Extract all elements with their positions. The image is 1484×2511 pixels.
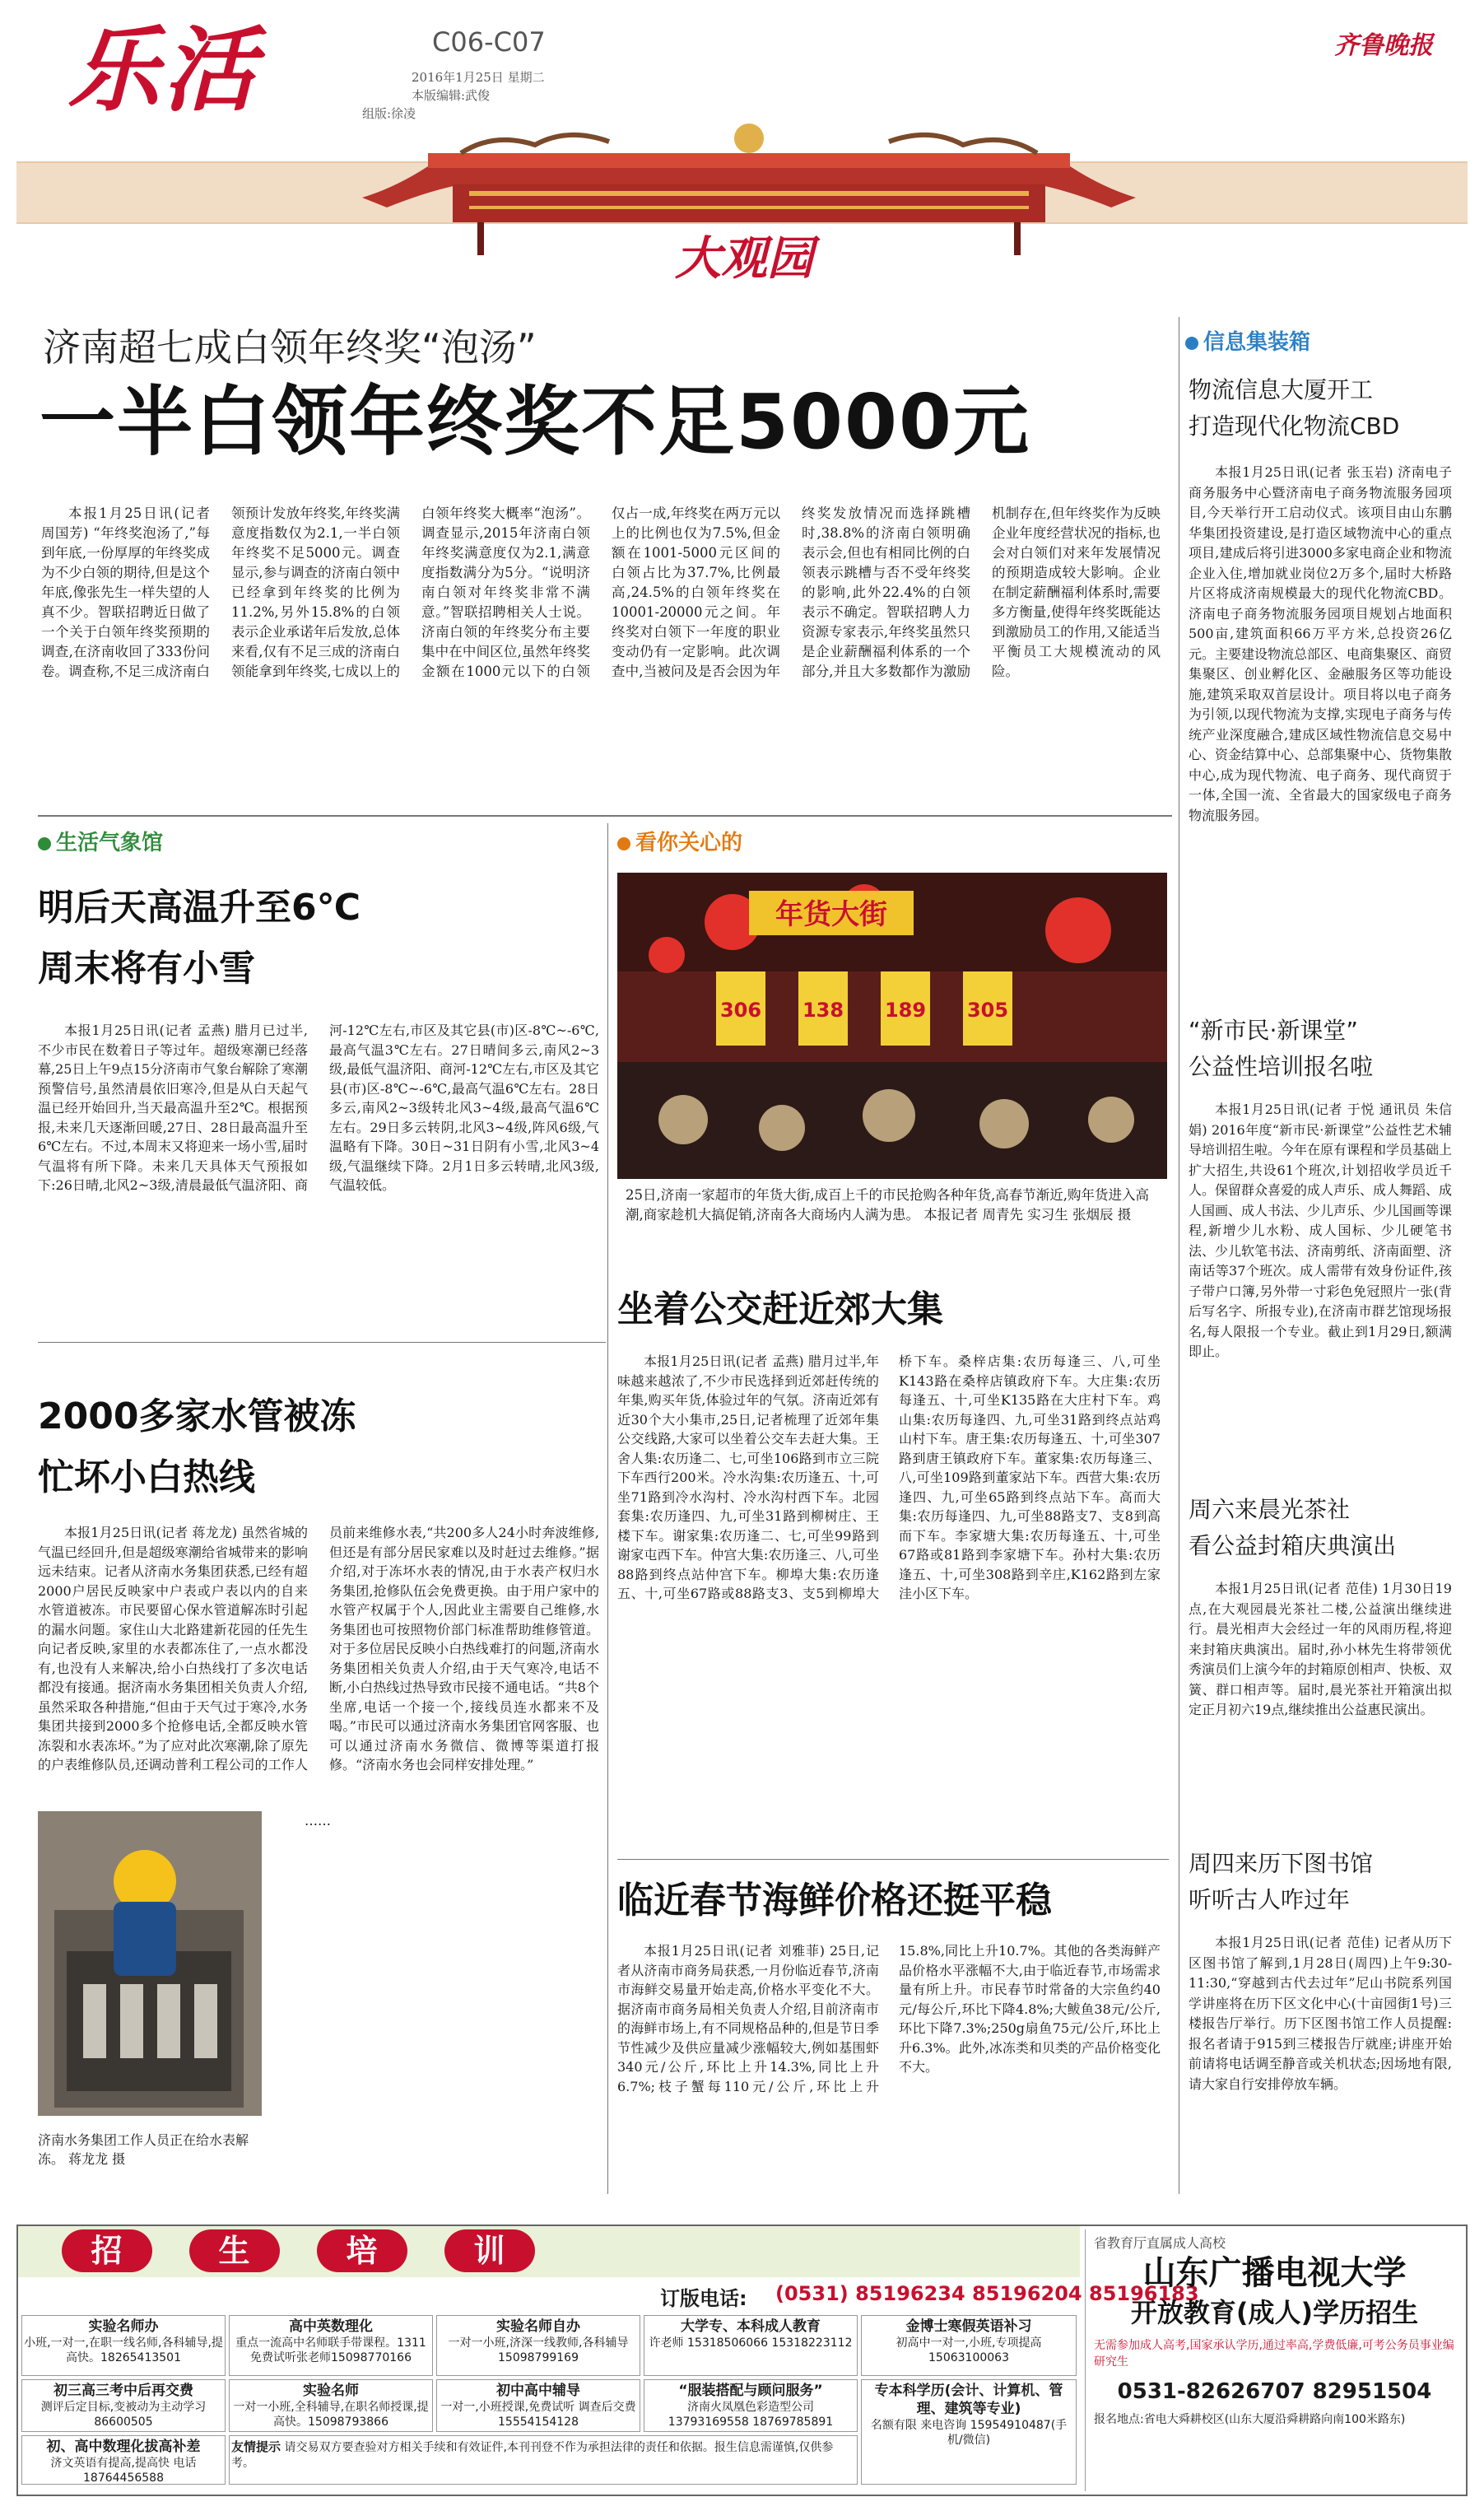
masthead-logo [67, 18, 347, 123]
designer-credit: 组版:徐凌 [362, 106, 416, 121]
market-photo-caption: 25日,济南一家超市的年货大街,成百上千的市民抢购各种年货,高春节渐近,购年货进入高潮,商家趁机大搞促销,济南各大商场内人满为患。 本报记者 周青先 实习生 张烟辰 摄 [626, 1187, 1149, 1223]
weather-section-header: 生活气象馆 [38, 826, 163, 856]
info-item-title: “新市民·新课堂” [1189, 1017, 1358, 1044]
ad-cell: “服装搭配与顾问服务” 济南火凤凰色彩造型公司 13793169558 18769785891 [644, 2379, 858, 2432]
info-item-body: 本报1月25日讯(记者 范佳) 记者从历下区图书馆了解到,1月28日(周四)上午9:30-11:30,“穿越到古代去过年”尼山书院系列国学讲座将在历下区文化中心(十亩园街1号)三楼报告厅举行。历下区图书馆工作人员提醒:报名者请于915到三楼报告厅就座;讲座开始前请将电话调至静音或关机状态;因场地有限,请大家自行安排停放车辆。 [1189, 1935, 1452, 2092]
water-headline-1: 2000多家水管被冻 [38, 1395, 356, 1437]
weather-body: 本报1月25日讯(记者 孟燕) 腊月已过半,不少市民在数着日子等过年。超级寒潮已经落幕,25日上午9点15分济南市气象台解除了寒潮预警信号,虽然清晨依旧寒冷,但是从白天起气温已经开始回升,当天最高温升至2℃。根据预报,未来几天逐渐回暖,27日、28日最高温升至6℃左右。不过,本周末又将迎来一场小雪,届时气温将有所下降。未来几天具体天气预报如下:26日晴,北风2~3级,清晨最低气温济阳、商河-12℃左右,市区及其它县(市)区-8℃~-6℃,最高气温3℃左右。27日晴间多云,南风2~3级,最低气温济阳、商河-12℃左右,市区及其它县(市)区-8℃~-6℃,最高气温6℃左右。28日多云,南风2~3级转北风3~4级,最高气温6℃左右。29日多云转阴,北风3~4级,阵风6级,气温略有下降。30日~31日阴有小雪,北风3~4级,气温继续下降。2月1日多云转晴,北风3级,气温较低。 [38, 1023, 599, 1193]
ad-cell: 实验名师自办 一对一小班,济深一线教师,各科辅导 15098799169 [436, 2315, 640, 2376]
ad-right-kicker: 省教育厅直属成人高校 [1094, 2235, 1226, 2251]
paper-name: 齐鲁晚报 [1334, 31, 1433, 60]
ad-right-address: 报名地点:省电大舜耕校区(山东大厦沿舜耕路向南100米路东) [1094, 2413, 1406, 2426]
water-photo-caption: 济南水务集团工作人员正在给水表解冻。 蒋龙龙 摄 [38, 2132, 249, 2167]
ad-right-phone: 0531-82626707 82951504 [1117, 2379, 1432, 2404]
ad-notice: 友情提示 请交易双方要查验对方相关手续和有效证件,本刊刊登不作为承担法律的责任和依据。报生信息需谨慎,仅供参考。 [229, 2435, 858, 2485]
water-meter-photo [38, 1811, 262, 2116]
lead-headline: 一半白领年终奖不足5000元 [40, 378, 1031, 466]
ad-banner-char: 生 [189, 2229, 280, 2272]
ad-banner-char: 训 [444, 2229, 535, 2272]
editor-credit: 本版编辑:武俊 [412, 88, 491, 103]
price-tag: 306 [719, 999, 762, 1022]
weather-headline-2: 周末将有小雪 [38, 948, 255, 990]
ad-right-note: 无需参加成人高考,国家承认学历,通过率高,学费低廉,可考公务员事业编研究生 [1094, 2339, 1454, 2369]
info-item-title: 周四来历下图书馆 [1189, 1850, 1374, 1877]
ad-cell: 大学专、本科成人教育 许老师 15318506066 15318223112 [644, 2315, 858, 2376]
bus-body: 本报1月25日讯(记者 孟燕) 腊月过半,年味越来越浓了,不少市民选择到近郊赶传统的年集,购买年货,体验过年的气氛。济南近郊有近30个大小集市,25日,记者梳理了近郊年集公交线路,大家可以坐着公交车去赶大集。王舍人集:农历逢二、七,可坐106路到市立三院下车西行200米。冷水沟集:农历逢五、十,可坐71路到冷水沟村、冷水沟村西下车。北园套集:农历逢四、九,可坐31路到柳树庄、王楼下车。谢家集:农历逢二、七,可坐99路到谢家屯西下车。仲宫大集:农历逢三、八,可坐88路到终点站仲宫下车。柳埠大集:农历逢五、十,可坐67路或88路支3、支5到柳埠大桥下车。桑梓店集:农历每逢三、八,可坐K143路在桑梓店镇政府下车。大庄集:农历每逢五、十,可坐K135路在大庄村下车。鸡山集:农历每逢四、九,可坐31路到终点站鸡山村下车。唐王集:农历每逢五、十,可坐307路到唐王镇政府下车。董家集:农历每逢三、八,可坐109路到董家站下车。西营大集:农历逢四、九,可坐65路到终点站下车。高而大集:农历每逢四、九,可坐88路支7、支8到高而下车。李家塘大集:农历每逢五、十,可坐67路或81路到李家塘下车。孙村大集:农历逢五、十,可坐308路到辛庄,K162路到左家洼小区下车。 [617, 1353, 1161, 1601]
info-item-subtitle: 听听古人咋过年 [1189, 1886, 1351, 1913]
info-item-body: 本报1月25日讯(记者 于悦 通讯员 朱信娟) 2016年度“新市民·新课堂”公益性艺术辅导培训招生啦。今年在原有课程和学员基础上扩大招生,共设61个班次,计划招收学员近千人。保留群众喜爱的成人声乐、成人舞蹈、成人国画、成人书法、少儿声乐、少儿国画等课程,新增少儿水粉、成人国标、少儿硬笔书法、少儿软笔书法、济南剪纸、济南面塑、济南话等37个班次。成人需带有效身份证件,孩子带户口簿,另外带一寸彩色免冠照片一张(背后写名字、所报专业),在济南市群艺馆现场报名,每人限报一个专业。截止到1月29日,额满即止。 [1189, 1102, 1452, 1359]
market-photo [617, 873, 1167, 1179]
price-tag: 305 [966, 999, 1009, 1022]
info-item [1189, 1013, 1452, 1429]
ad-banner-char: 培 [317, 2229, 407, 2272]
ad-cell: 初三高三考中后再交费 测评后定目标,变被动为主动学习 86600505 [21, 2379, 226, 2432]
ad-right-school: 山东广播电视大学 [1142, 2254, 1407, 2292]
ad-phones: (0531) 85196234 85196204 85196183 [775, 2282, 1199, 2305]
info-item-title: 物流信息大厦开工 [1189, 376, 1374, 403]
info-item-subtitle: 打造现代化物流CBD [1189, 412, 1400, 440]
bus-headline: 坐着公交赶近郊大集 [617, 1288, 943, 1330]
ad-cell: 高中英数理化 重点一流高中名师联手带课程。1311免费试听张老师15098770166 [229, 2315, 433, 2376]
price-tag: 189 [884, 999, 927, 1022]
logo-text: 乐活 [67, 17, 258, 124]
ad-cell: 实验名师办 小班,一对一,在职一线名师,各科辅导,提高快。18265413501 [21, 2315, 226, 2376]
info-item [1189, 1492, 1452, 1806]
ad-cell: 实验名师 一对一小班,全科辅导,在职名师授课,提高快。15098793866 [229, 2379, 433, 2432]
ad-cell: 专本科学历(会计、计算机、管理、建筑等专业) 名额有限 来电咨询 15954910487(手机/微信) [861, 2379, 1077, 2485]
ad-right-subtitle: 开放教育(成人)学历招生 [1130, 2297, 1419, 2328]
info-item-title: 周六来晨光茶社 [1189, 1496, 1351, 1523]
info-item [1189, 372, 1452, 973]
ad-phone-label: 订版电话: [660, 2287, 747, 2310]
classified-ad-strip [16, 2224, 1468, 2496]
info-item-subtitle: 看公益封箱庆典演出 [1189, 1532, 1397, 1559]
ad-banner-char: 招 [62, 2229, 152, 2272]
info-section-header: 信息集装箱 [1185, 325, 1310, 356]
focus-section-header: 看你关心的 [617, 826, 742, 856]
info-item [1189, 1846, 1452, 2221]
water-headline-2: 忙坏小白热线 [38, 1456, 255, 1498]
photo-sign-text: 年货大街 [775, 898, 887, 931]
water-body-continued: …… [305, 1813, 331, 1829]
lead-kicker: 济南超七成白领年终奖“泡汤” [43, 325, 537, 370]
issue-date: 2016年1月25日 星期二 [412, 70, 545, 85]
info-item-body: 本报1月25日讯(记者 张玉岩) 济南电子商务服务中心暨济南电子商务物流服务园项目,今天举行开工启动仪式。该项目由山东鹏华集团投资建设,是打造区域物流中心的重点项目,建成后将引进3000多家电商企业和物流企业入住,增加就业岗位2万多个,届时大桥路片区将成济南规模最大的现代化物流CBD。济南电子商务物流服务园项目规划占地面积500亩,建筑面积66万平方米,总投资26亿元。主要建设物流总部区、电商集聚区、商贸集聚区、创业孵化区、金融服务区等功能设施,建筑采取双首层设计。项目将以电子商务为引领,以现代物流为支撑,实现电子商务与传统产业深度融合,建成区域性物流信息交易中心、资金结算中心、总部集聚中心、货物集散中心,成为现代物流、电子商务、现代商贸于一体,全国一流、全省最大的国家级电子商务物流服务园。 [1189, 464, 1452, 823]
info-item-subtitle: 公益性培训报名啦 [1189, 1053, 1374, 1080]
water-body-top: 本报1月25日讯(记者 蒋龙龙) 虽然省城的气温已经回升,但是超级寒潮给省城带来的影响远未结束。记者从济南水务集团获悉,已经有超2000户居民反映家中户表或户表以内的自来水管道被冻。市民要留心保水管道解冻时引起的漏水问题。家住山大北路建新花园的任先生向记者反映,家里的水表都冻住了,一点水都没有,也没有人来解决,给小白热线打了多次电话都没有接通。据济南水务集团相关负责人介绍,虽然采取各种措施,“但由于天气过于寒冷,水务集团共接到2000多个抢修电话,全都反映水管冻裂和水表冻坏。”为了应对此次寒潮,除了原先的户表维修队员,还调动普利工程公司的工作人员前来维修水表,“共200多人24小时奔波维修,但还是有部分居民家难以及时赶过去维修。”据介绍,对于冻坏水表的情况,由于水表产权归水务集团,抢修队伍会免费更换。由于用户家中的水管产权属于个人,因此业主需要自己维修,水务集团也可按照物价部门标准帮助维修管道。对于多位居民反映小白热线难打的问题,济南水务集团相关负责人介绍,由于天气寒冷,电话不断,小白热线过热导致市民接不通电话。“共8个坐席,电话一个接一个,接线员连水都来不及喝。”市民可以通过济南水务集团官网客服、也可以通过济南水务微信、微博等渠道打报修。“济南水务也会同样安排处理。” [38, 1525, 599, 1773]
ad-banner-chars [43, 2229, 553, 2276]
weather-headline-1: 明后天高温升至6℃ [38, 887, 361, 929]
ad-right-block [1085, 2229, 1463, 2491]
ad-cell: 初中高中辅导 一对一,小班授课,免费试听 调查后交费 15554154128 [436, 2379, 640, 2432]
page-number: C06-C07 [432, 26, 546, 58]
info-item-body: 本报1月25日讯(记者 范佳) 1月30日19点,在大观园晨光茶社二楼,公益演出继续进行。晨光相声大会经过一年的风雨历程,将迎来封箱庆典演出。届时,孙小林先生将带领优秀演员们上演今年的封箱原创相声、快板、双簧、群口相声等。届时,晨光茶社开箱演出拟定正月初六19点,继续推出公益惠民演出。 [1189, 1581, 1452, 1717]
seafood-headline: 临近春节海鲜价格还挺平稳 [617, 1880, 1052, 1922]
ad-cell: 初、高中数理化拔高补差 济文英语有提高,提高快 电话18764456588 [21, 2435, 226, 2485]
section-banner-title: 大观园 [675, 231, 813, 286]
seafood-body: 本报1月25日讯(记者 刘雅菲) 25日,记者从济南市商务局获悉,一月份临近春节,济南市海鲜交易量开始走高,价格水平变化不大。据济南市商务局相关负责人介绍,目前济南市的海鲜市场上,有不同规格品种的,但是节日季节性减少及供应量减少涨幅较大,例如基围虾340元/公斤,环比上升14.3%,同比上升6.7%;枝子蟹每110元/公斤,环比上升15.8%,同比上升10.7%。其他的各类海鲜产品价格水平涨幅不大,由于临近春节,市场需求量有所上升。市民春节时常备的大宗鱼约40元/每公斤,环比下降4.8%;大鲅鱼38元/公斤,环比下降7.3%;250g扇鱼75元/公斤,环比上升6.3%。此外,冰冻类和贝类的产品价格变化不大。 [617, 1943, 1161, 2094]
ad-cell: 金博士寒假英语补习 初高中一对一,小班,专项提高 15063100063 [861, 2315, 1077, 2376]
price-tag: 138 [802, 999, 844, 1022]
lead-body: 本报1月25日讯(记者 周国芳) “年终奖泡汤了,”每到年底,一份厚厚的年终奖成为不少白领的期待,但是这个年底,像张先生一样失望的人真不少。智联招聘近日做了一个关于白领年终奖预期的调查,在济南收回了333份问卷。调查称,不足三成济南白领预计发放年终奖,年终奖满意度指数仅为2.1,一半白领年终奖不足5000元。调查显示,参与调查的济南白领中已经拿到年终奖的比例为11.2%,另外15.8%的白领表示企业承诺年后发放,总体来看,仅有不足三成的济南白领能拿到年终奖,七成以上的白领年终奖大概率“泡汤”。调查显示,2015年济南白领年终奖满意度仅为2.1,满意度指数满分为5分。“说明济南白领对年终奖非常不满意。”智联招聘相关人士说。济南白领的年终奖分布主要集中在中间区位,虽然年终奖金额在1000元以下的白领仅占一成,年终奖在两万元以上的比例也仅为7.5%,但金额在1001-5000元区间的白领占比为37.7%,比例最高,24.5%的白领年终奖在10001-20000元之间。年终奖对白领下一年度的职业变动仍有一定影响。此次调查中,当被问及是否会因为年终奖发放情况而选择跳槽时,38.8%的济南白领明确表示会,但也有相同比例的白领表示跳槽与否不受年终奖的影响,此外22.4%的白领表示不确定。智联招聘人力资源专家表示,年终奖虽然只是企业薪酬福利体系的一个部分,并且大多数都作为激励机制存在,但年终奖作为反映企业年度经营状况的指标,也会对白领们对来年发展情况的预期造成较大影响。企业在制定薪酬福利体系时,需要多方衡量,使得年终奖既能达到激励员工的作用,又能适当平衡员工大规模流动的风险。 [41, 505, 1161, 679]
